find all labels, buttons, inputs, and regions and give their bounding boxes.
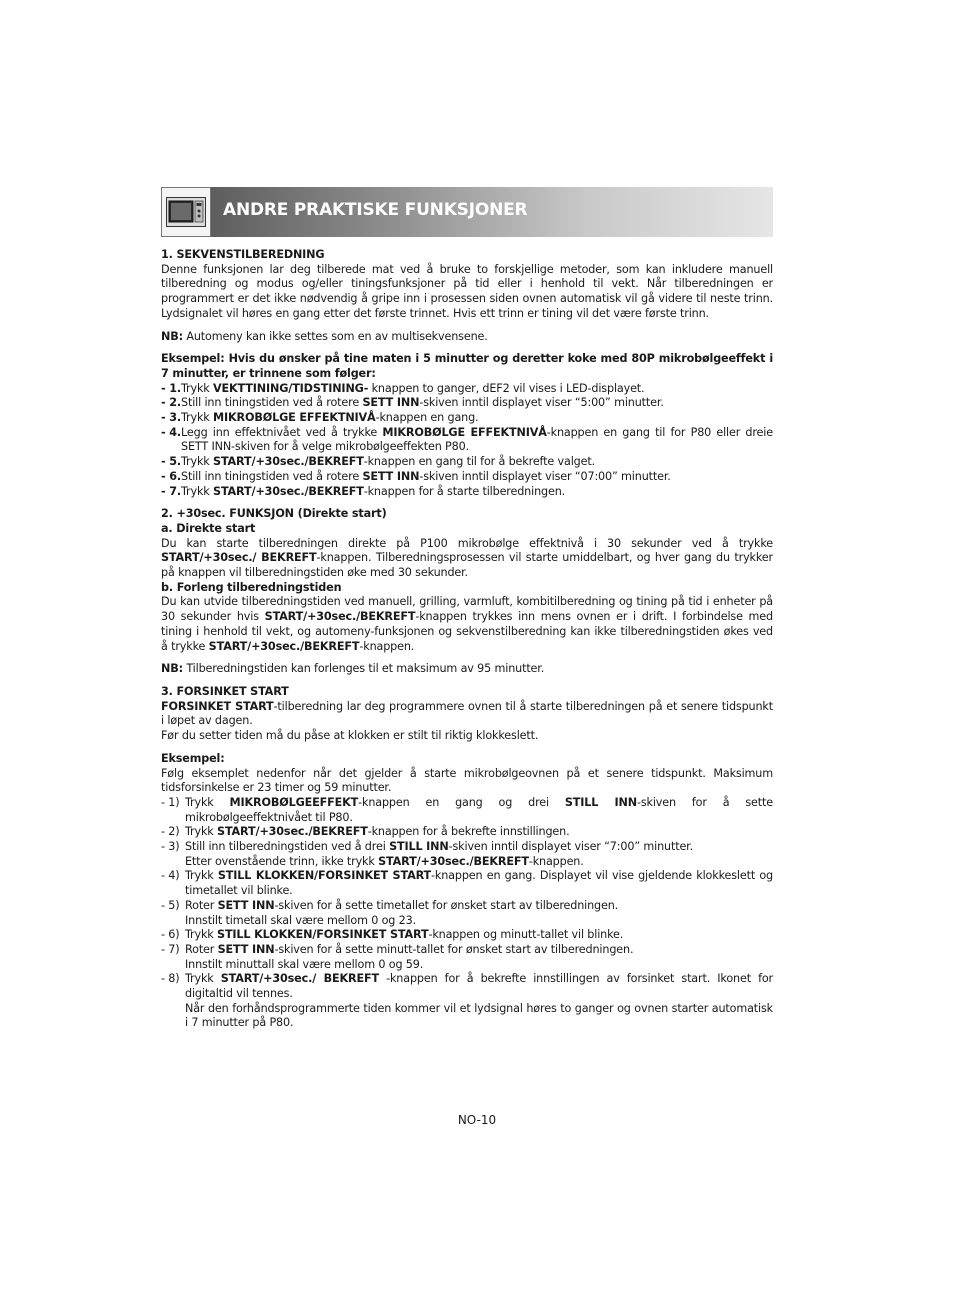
text-run: Trykk [185, 795, 230, 809]
text-run: Trykk [181, 411, 214, 425]
section-3-example-text: Følg eksemplet nedenfor når det gjelder å starte mikrobølgeovnen på et senere tidspunkt. Maksimum tidsforsinkelse er 23 timer og 59 minutter. [161, 766, 773, 795]
list-item [161, 396, 773, 411]
section-header [161, 187, 773, 237]
text-run: Trykk [185, 869, 218, 883]
text-run: -knappen. [528, 854, 584, 868]
section-3-p2: Før du setter tiden må du påse at klokken er stilt til riktig klokkeslett. [161, 729, 539, 743]
text-run: Trykk [185, 972, 221, 986]
step-number: - 6. [161, 469, 181, 483]
list-item [161, 928, 773, 943]
text-run: -knappen for å bekrefte innstillingen av forsinket start. Ikonet for digitaltid vil tennes. [185, 972, 773, 1001]
text-run: -skiven inntil displayet viser “07:00” minutter. [419, 469, 671, 483]
list-item [161, 869, 773, 898]
section-3-steps [161, 796, 773, 1031]
control-name: STILL INN [389, 840, 449, 854]
section-1-intro: Denne funksjonen lar deg tilberede mat ved å bruke to forskjellige metoder, som kan inkludere manuell tilberedning og modus og/eller tiningsfunksjoner på tid eller i henhold til vekt. Når tilberedningen er programmert er det ikke nødvendig å gripe inn i prosessen siden ovnen automatisk vil gå videre til neste trinn. Lydsignalet vil høres en gang etter det første trinnet. Hvis ett trinn er tining vil det være første trinn. [161, 262, 773, 320]
control-name: SETT INN [362, 469, 420, 483]
text-run: Etter ovenstående trinn, ikke trykk [185, 854, 379, 868]
control-name: STILL KLOKKEN/FORSINKET START [217, 928, 429, 942]
step-number: - 4. [161, 425, 181, 439]
text-run: Innstilt minuttall skal være mellom 0 og 59. [185, 957, 424, 971]
text-run: -knappen for å starte tilberedningen. [363, 484, 566, 498]
step-number: - 4) [161, 869, 180, 883]
section-2-note: NB: Tilberedningstiden kan forlenges til et maksimum av 95 minutter. [161, 662, 545, 676]
control-name: STILL KLOKKEN/FORSINKET START [217, 869, 432, 883]
list-item [161, 899, 773, 928]
list-item [161, 455, 773, 470]
control-name: SETT INN [362, 396, 420, 410]
step-number: - 2) [161, 825, 180, 839]
list-item [161, 470, 773, 485]
list-item [161, 943, 773, 972]
text-run: -skiven for å sette timetallet for ønsket start av tilberedningen. [274, 898, 619, 912]
control-name: START/+30sec./BEKREFT [213, 484, 364, 498]
section-3-p1: FORSINKET START-tilberedning lar deg programmere ovnen til å starte tilberedningen på et senere tidspunkt i løpet av dagen. [161, 699, 773, 728]
text-run: Legg inn effektnivået ved å trykke [181, 425, 383, 439]
document-body [161, 248, 773, 1031]
microwave-icon [161, 187, 211, 237]
text-run: -knappen en gang til for å bekrefte valget. [363, 455, 595, 469]
text-run: -knappen en gang og drei [358, 795, 565, 809]
text-run: -knappen en gang. Displayet vil vise gjeldende klokkeslett og timetallet vil blinke. [185, 869, 774, 898]
text-run: Trykk [181, 381, 214, 395]
control-name: SETT INN [217, 942, 275, 956]
list-item [161, 825, 773, 840]
control-name: MIKROBØLGE EFFEKTNIVÅ [382, 425, 547, 439]
text-run: -knappen for å bekrefte innstillingen. [367, 825, 570, 839]
control-name: START/+30sec./BEKREFT [217, 825, 368, 839]
step-number: - 3) [161, 840, 180, 854]
step-number: - 6) [161, 928, 180, 942]
text-run: Still inn tiningstiden ved å rotere [181, 469, 363, 483]
step-number: - 5) [161, 898, 180, 912]
control-name: START/+30sec./BEKREFT [378, 854, 529, 868]
text-run: Innstilt timetall skal være mellom 0 og 23. [185, 913, 416, 927]
page-number: NO-10 [457, 1113, 497, 1127]
text-run: Trykk [185, 825, 218, 839]
step-number: - 5. [161, 455, 181, 469]
section-2b-heading: b. Forleng tilberedningstiden [161, 580, 342, 594]
section-2a-heading: a. Direkte start [161, 521, 256, 535]
text-run: Still inn tiningstiden ved å rotere [181, 396, 363, 410]
text-run: -knappen en gang. [375, 411, 479, 425]
step-number: - 8) [161, 972, 180, 986]
step-number: - 1) [161, 795, 180, 809]
text-run: -skiven inntil displayet viser “5:00” minutter. [419, 396, 664, 410]
text-run: Trykk [185, 928, 218, 942]
text-run: -skiven for å sette mikrobølgeeffektnivået til P80. [185, 795, 773, 824]
control-name: STILL INN [564, 795, 637, 809]
page-title: ANDRE PRAKTISKE FUNKSJONER [223, 200, 528, 220]
section-1-example: Eksempel: Hvis du ønsker på tine maten i 5 minutter og deretter koke med 80P mikrobølgeeffekt i 7 minutter, er trinnene som følger: [161, 352, 773, 380]
text-run: -skiven for å sette minutt-tallet for ønsket start av tilberedningen. [274, 942, 634, 956]
step-number: - 1. [161, 381, 181, 395]
list-item [161, 972, 773, 1031]
section-1-steps [161, 382, 773, 500]
step-number: - 2. [161, 396, 181, 410]
text-run: Trykk [181, 455, 214, 469]
control-name: VEKTTINING/TIDSTINING- [213, 381, 369, 395]
section-2-heading: 2. +30sec. FUNKSJON (Direkte start) [161, 507, 387, 521]
list-item [161, 411, 773, 426]
list-item [161, 796, 773, 825]
list-item [161, 840, 773, 869]
text-run: -skiven inntil displayet viser “7:00” minutter. [448, 840, 693, 854]
step-number: - 7) [161, 942, 180, 956]
text-run: -knappen en gang til for P80 eller dreie SETT INN-skiven for å velge mikrobølgeeffekten P80. [181, 425, 773, 454]
section-1-note: NB: Automeny kan ikke settes som en av multisekvensene. [161, 329, 488, 343]
text-run: Still inn tilberedningstiden ved å drei [185, 840, 390, 854]
section-3-example-heading: Eksempel: [161, 751, 225, 765]
step-number: - 7. [161, 484, 181, 498]
list-item [161, 426, 773, 455]
section-3-heading: 3. FORSINKET START [161, 684, 289, 698]
control-name: START/+30sec./ BEKREFT [220, 972, 379, 986]
control-name: START/+30sec./BEKREFT [213, 455, 364, 469]
section-2b-text: Du kan utvide tilberedningstiden ved manuell, grilling, varmluft, kombitilberedning og tining på tid i enheter på 30 sekunder hvis START/+30sec./BEKREFT-knappen trykkes inn mens ovnen er i drift. I forbindelse med tining i henhold til vekt, og automeny-funksjonen og sekvenstilberedning kan ikke tilberedningstiden økes ved å trykke START/+30sec./BEKREFT-knappen. [161, 595, 773, 653]
text-run: Roter [185, 942, 218, 956]
list-item [161, 485, 773, 500]
text-run: knappen to ganger, dEF2 vil vises i LED-displayet. [368, 381, 645, 395]
list-item [161, 382, 773, 397]
text-run: Trykk [181, 484, 214, 498]
text-run: Når den forhåndsprogrammerte tiden kommer vil et lydsignal høres to ganger og ovnen starter automatisk i 7 minutter på P80. [185, 1001, 773, 1030]
text-run: -knappen og minutt-tallet vil blinke. [428, 928, 624, 942]
text-run: Roter [185, 898, 218, 912]
control-name: MIKROBØLGE EFFEKTNIVÅ [213, 411, 376, 425]
control-name: MIKROBØLGEEFFEKT [229, 795, 359, 809]
section-1-heading: 1. SEKVENSTILBEREDNING [161, 248, 325, 261]
step-number: - 3. [161, 411, 181, 425]
control-name: SETT INN [217, 898, 275, 912]
section-2a-text: Du kan starte tilberedningen direkte på P100 mikrobølge effektnivå i 30 sekunder ved å trykke START/+30sec./ BEKREFT-knappen. Tilberedningsprosessen vil starte umiddelbart, og hver gang du trykker på knappen vil tilberedningstiden øke med 30 sekunder. [161, 536, 773, 580]
